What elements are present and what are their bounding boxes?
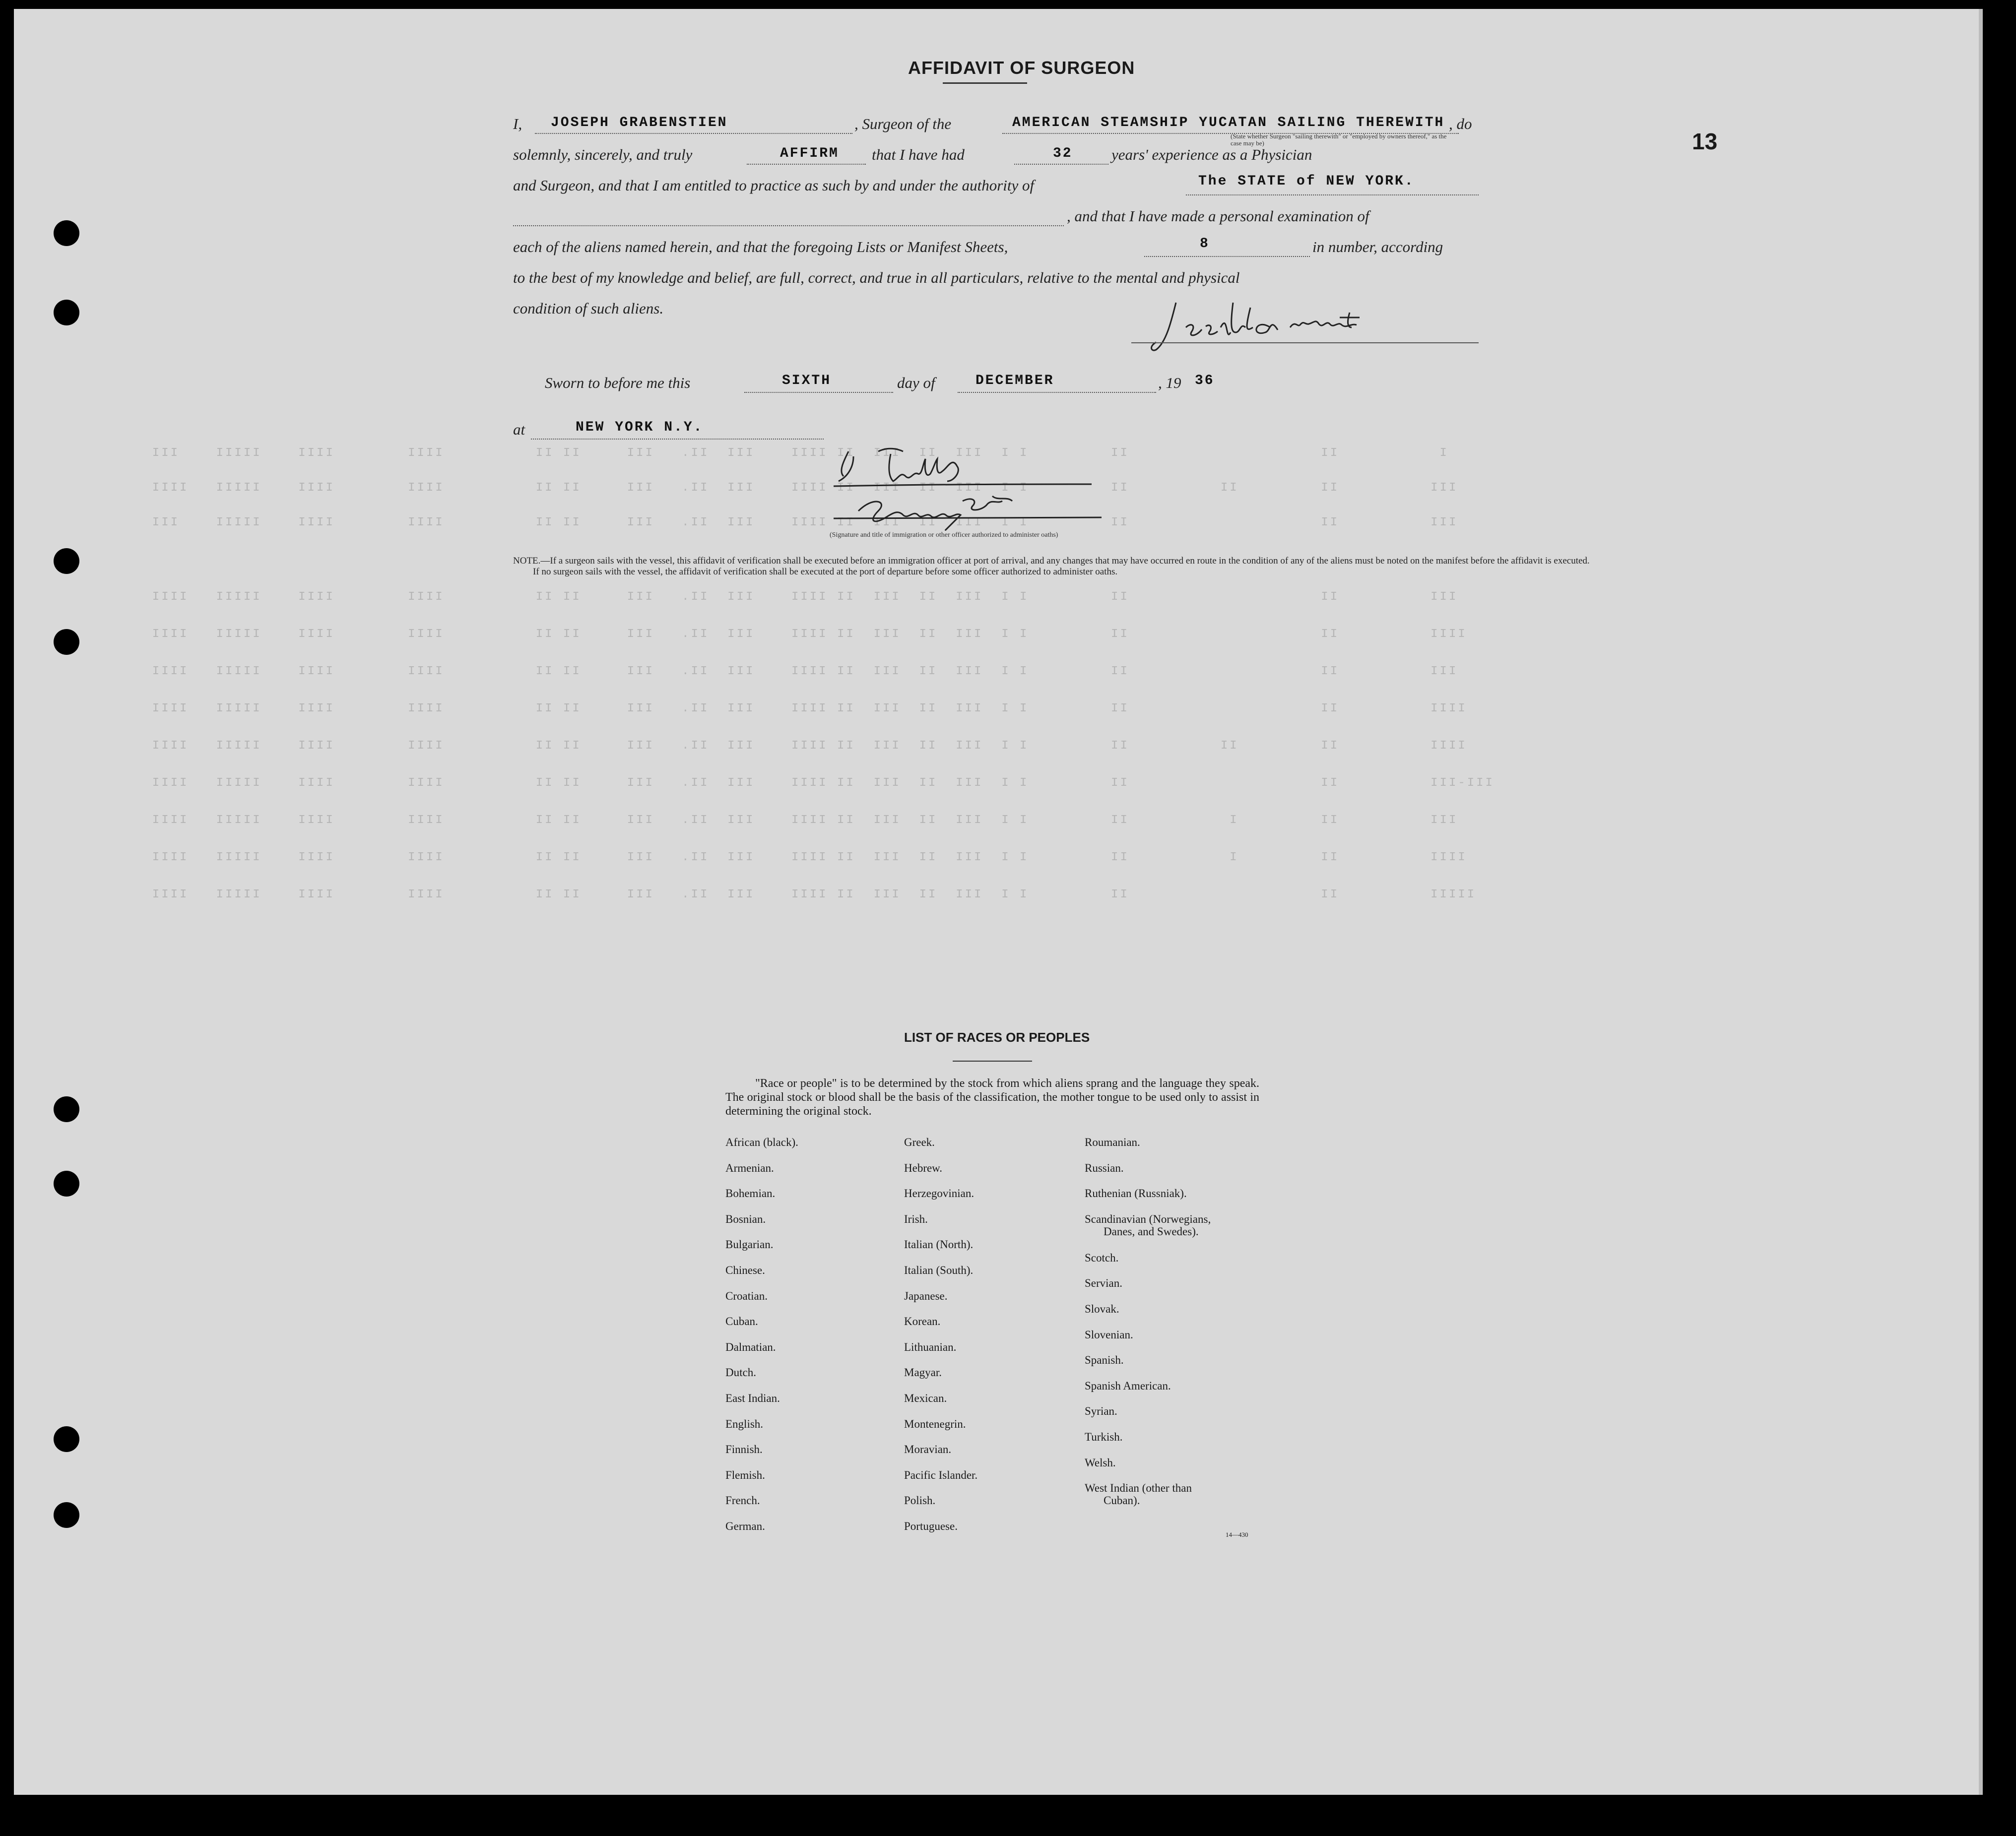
race-item: Lithuanian. xyxy=(904,1340,957,1353)
race-item: Flemish. xyxy=(725,1468,765,1481)
race-item: Portuguese. xyxy=(904,1519,958,1532)
race-item: Montenegrin. xyxy=(904,1417,966,1430)
race-item: Moravian. xyxy=(904,1443,952,1456)
race-item: Japanese. xyxy=(904,1289,948,1302)
binder-hole xyxy=(54,220,79,246)
race-item: Chinese. xyxy=(725,1264,765,1276)
race-item: Dutch. xyxy=(725,1366,756,1379)
race-item: Pacific Islander. xyxy=(904,1468,978,1481)
surgeon-signature xyxy=(1141,293,1489,357)
race-item: Servian. xyxy=(1085,1277,1123,1290)
years-experience: 32 xyxy=(1053,146,1073,161)
race-item: Dalmatian. xyxy=(725,1340,776,1353)
licensing-authority: The STATE of NEW YORK. xyxy=(1198,174,1415,189)
race-item: Bosnian. xyxy=(725,1212,766,1225)
vessel-note: (State whether Surgeon "sailing therewith" or "employed by owners thereof," as the case may be) xyxy=(1231,132,1447,147)
races-title: LIST OF RACES OR PEOPLES xyxy=(904,1030,1090,1045)
race-item: Armenian. xyxy=(725,1161,774,1174)
race-item: Cuban. xyxy=(725,1315,758,1328)
race-item: Ruthenian (Russniak). xyxy=(1085,1187,1187,1200)
race-item: Spanish. xyxy=(1085,1354,1124,1367)
race-item: Scotch. xyxy=(1085,1251,1119,1264)
race-item: Finnish. xyxy=(725,1443,763,1456)
sworn-place: NEW YORK N.Y. xyxy=(576,420,704,435)
binder-hole xyxy=(54,629,79,655)
race-item: French. xyxy=(725,1494,760,1507)
sworn-month: DECEMBER xyxy=(975,373,1054,388)
race-item: Roumanian. xyxy=(1085,1136,1140,1148)
race-item: Bulgarian. xyxy=(725,1238,774,1251)
race-item: Russian. xyxy=(1085,1161,1124,1174)
race-item: Scandinavian (Norwegians, Danes, and Swedes). xyxy=(1085,1212,1211,1238)
binder-hole xyxy=(54,1502,79,1528)
race-item: Spanish American. xyxy=(1085,1379,1171,1392)
form-number: 14—430 xyxy=(1226,1531,1248,1538)
races-column-3 xyxy=(1085,1136,1211,1508)
affidavit-note: NOTE.—If a surgeon sails with the vessel, this affidavit of verification shall be executed before an immigration officer at port of arrival, and any changes that may have occurred en route in the condition of any of the aliens must be noted on the manifest before the affidavit is executed. If no surgeon sails with the vessel, the affidavit of verification shall be executed at the port of departure before some officer authorized to administer oaths. xyxy=(513,556,1590,577)
oath-type: AFFIRM xyxy=(780,146,839,161)
race-item: Herzegovinian. xyxy=(904,1187,975,1200)
race-item: Greek. xyxy=(904,1136,935,1148)
race-item: Welsh. xyxy=(1085,1456,1116,1469)
binder-hole xyxy=(54,300,79,325)
race-item: Magyar. xyxy=(904,1366,942,1379)
race-item: English. xyxy=(725,1417,764,1430)
binder-hole xyxy=(54,1096,79,1122)
race-item: Syrian. xyxy=(1085,1405,1117,1418)
sworn-year: 36 xyxy=(1195,373,1215,388)
race-item: Irish. xyxy=(904,1212,928,1225)
race-item: Croatian. xyxy=(725,1289,768,1302)
races-column-2 xyxy=(904,1136,977,1546)
race-item: Hebrew. xyxy=(904,1161,943,1174)
race-item: Slovenian. xyxy=(1085,1328,1133,1341)
race-item: African (black). xyxy=(725,1136,798,1148)
race-item: Korean. xyxy=(904,1315,941,1328)
race-item: Italian (North). xyxy=(904,1238,974,1251)
manifest-sheet-count: 8 xyxy=(1200,236,1210,252)
race-item: Slovak. xyxy=(1085,1302,1119,1315)
races-column-1 xyxy=(725,1136,798,1546)
race-item: Polish. xyxy=(904,1494,936,1507)
officer-caption: (Signature and title of immigration or other officer authorized to administer oaths) xyxy=(830,531,1058,539)
races-intro: "Race or people" is to be determined by the stock from which aliens sprang and the language they speak. The original stock or blood shall be the basis of the classification, the mother tongue to be used only to assist in determining the original stock. xyxy=(725,1077,1259,1118)
binder-hole xyxy=(54,548,79,574)
race-item: German. xyxy=(725,1519,765,1532)
binder-hole xyxy=(54,1171,79,1197)
race-item: Turkish. xyxy=(1085,1430,1123,1443)
page-number: 13 xyxy=(1692,128,1718,154)
race-item: Bohemian. xyxy=(725,1187,776,1200)
vessel-name: AMERICAN STEAMSHIP YUCATAN SAILING THEREWITH xyxy=(1012,115,1445,130)
race-item: Italian (South). xyxy=(904,1264,974,1276)
binder-hole xyxy=(54,1426,79,1452)
race-item: Mexican. xyxy=(904,1392,947,1404)
officer-signature xyxy=(814,442,1191,536)
affidavit-title: AFFIDAVIT OF SURGEON xyxy=(908,58,1135,78)
race-item: West Indian (other than Cuban). xyxy=(1085,1482,1192,1507)
surgeon-name: JOSEPH GRABENSTIEN xyxy=(551,115,728,130)
sworn-day: SIXTH xyxy=(782,373,832,388)
race-item: East Indian. xyxy=(725,1392,780,1404)
